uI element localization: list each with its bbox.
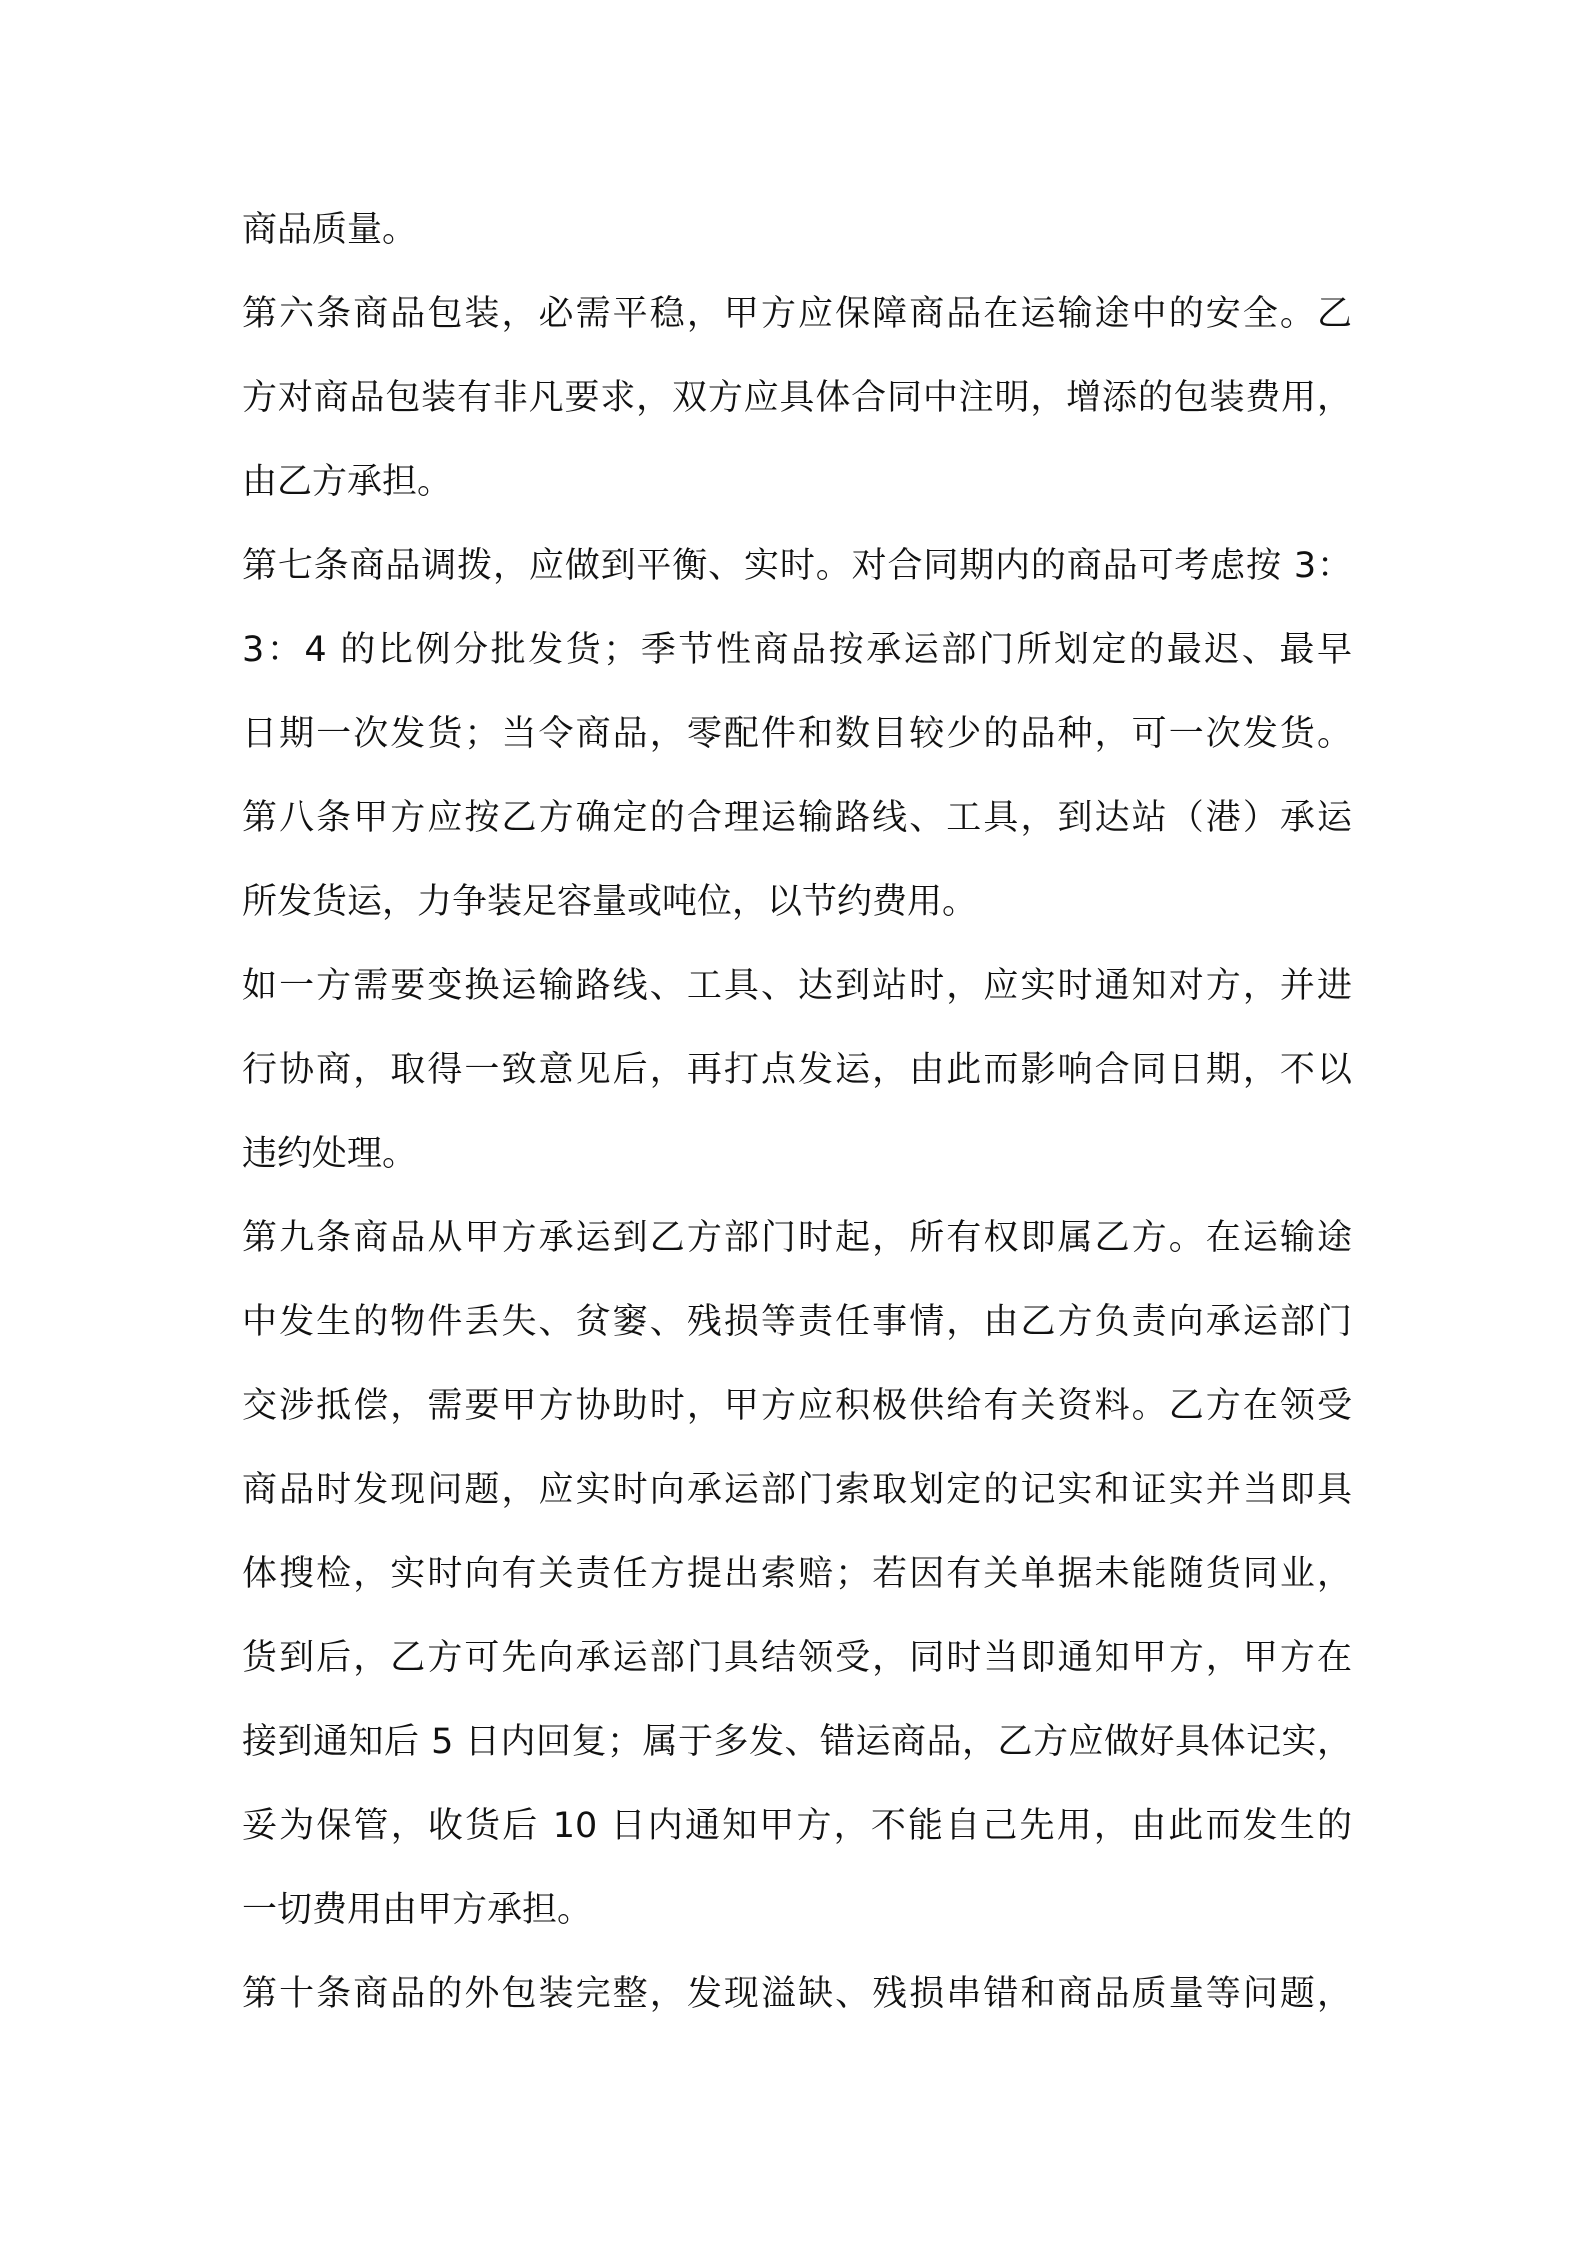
text-line: 由乙方承担。 — [242, 462, 453, 502]
text-line: 体搜检，实时向有关责任方提出索赔；若因有关单据未能随货同业， — [242, 1554, 1352, 1594]
text-line: 行协商，取得一致意见后，再打点发运，由此而影响合同日期，不以 — [242, 1050, 1352, 1090]
paragraph-article-8 — [242, 776, 1352, 944]
paragraph-article-8-change — [242, 944, 1352, 1196]
text-line: 第十条商品的外包装完整，发现溢缺、残损串错和商品质量等问题， — [242, 1974, 1352, 2014]
text-line: 交涉抵偿，需要甲方协助时，甲方应积极供给有关资料。乙方在领受 — [242, 1386, 1352, 1426]
text-line: 中发生的物件丢失、贫窭、残损等责任事情，由乙方负责向承运部门 — [242, 1302, 1352, 1342]
text-line: 妥为保管，收货后 10 日内通知甲方，不能自己先用，由此而发生的 — [242, 1806, 1352, 1846]
text-line: 所发货运，力争装足容量或吨位，以节约费用。 — [242, 882, 978, 922]
text-line: 第六条商品包装，必需平稳，甲方应保障商品在运输途中的安全。乙 — [242, 294, 1352, 334]
text-line: 接到通知后 5 日内回复；属于多发、错运商品，乙方应做好具体记实， — [242, 1722, 1352, 1762]
text-line: 违约处理。 — [242, 1134, 418, 1174]
paragraph-article-6 — [242, 272, 1352, 524]
text-line: 第九条商品从甲方承运到乙方部门时起，所有权即属乙方。在运输途 — [242, 1218, 1352, 1258]
text-line: 第八条甲方应按乙方确定的合理运输路线、工具，到达站（港）承运 — [242, 798, 1352, 838]
text-line: 如一方需要变换运输路线、工具、达到站时，应实时通知对方，并进 — [242, 966, 1352, 1006]
text-line: 商品时发现问题，应实时向承运部门索取划定的记实和证实并当即具 — [242, 1470, 1352, 1510]
paragraph-article-7 — [242, 524, 1352, 776]
document-body — [242, 188, 1352, 2036]
paragraph-article-10 — [242, 1952, 1352, 2036]
text-line: 货到后，乙方可先向承运部门具结领受，同时当即通知甲方，甲方在 — [242, 1638, 1352, 1678]
text-line: 第七条商品调拨，应做到平衡、实时。对合同期内的商品可考虑按 3： — [242, 546, 1352, 586]
text-line: 方对商品包装有非凡要求，双方应具体合同中注明，增添的包装费用， — [242, 378, 1352, 418]
paragraph-quality-end — [242, 188, 1352, 272]
text-line: 一切费用由甲方承担。 — [242, 1890, 593, 1930]
text-line: 3：4 的比例分批发货；季节性商品按承运部门所划定的最迟、最早 — [242, 630, 1352, 670]
text-line: 商品质量。 — [242, 210, 418, 250]
text-line: 日期一次发货；当令商品，零配件和数目较少的品种，可一次发货。 — [242, 714, 1352, 754]
paragraph-article-9 — [242, 1196, 1352, 1952]
